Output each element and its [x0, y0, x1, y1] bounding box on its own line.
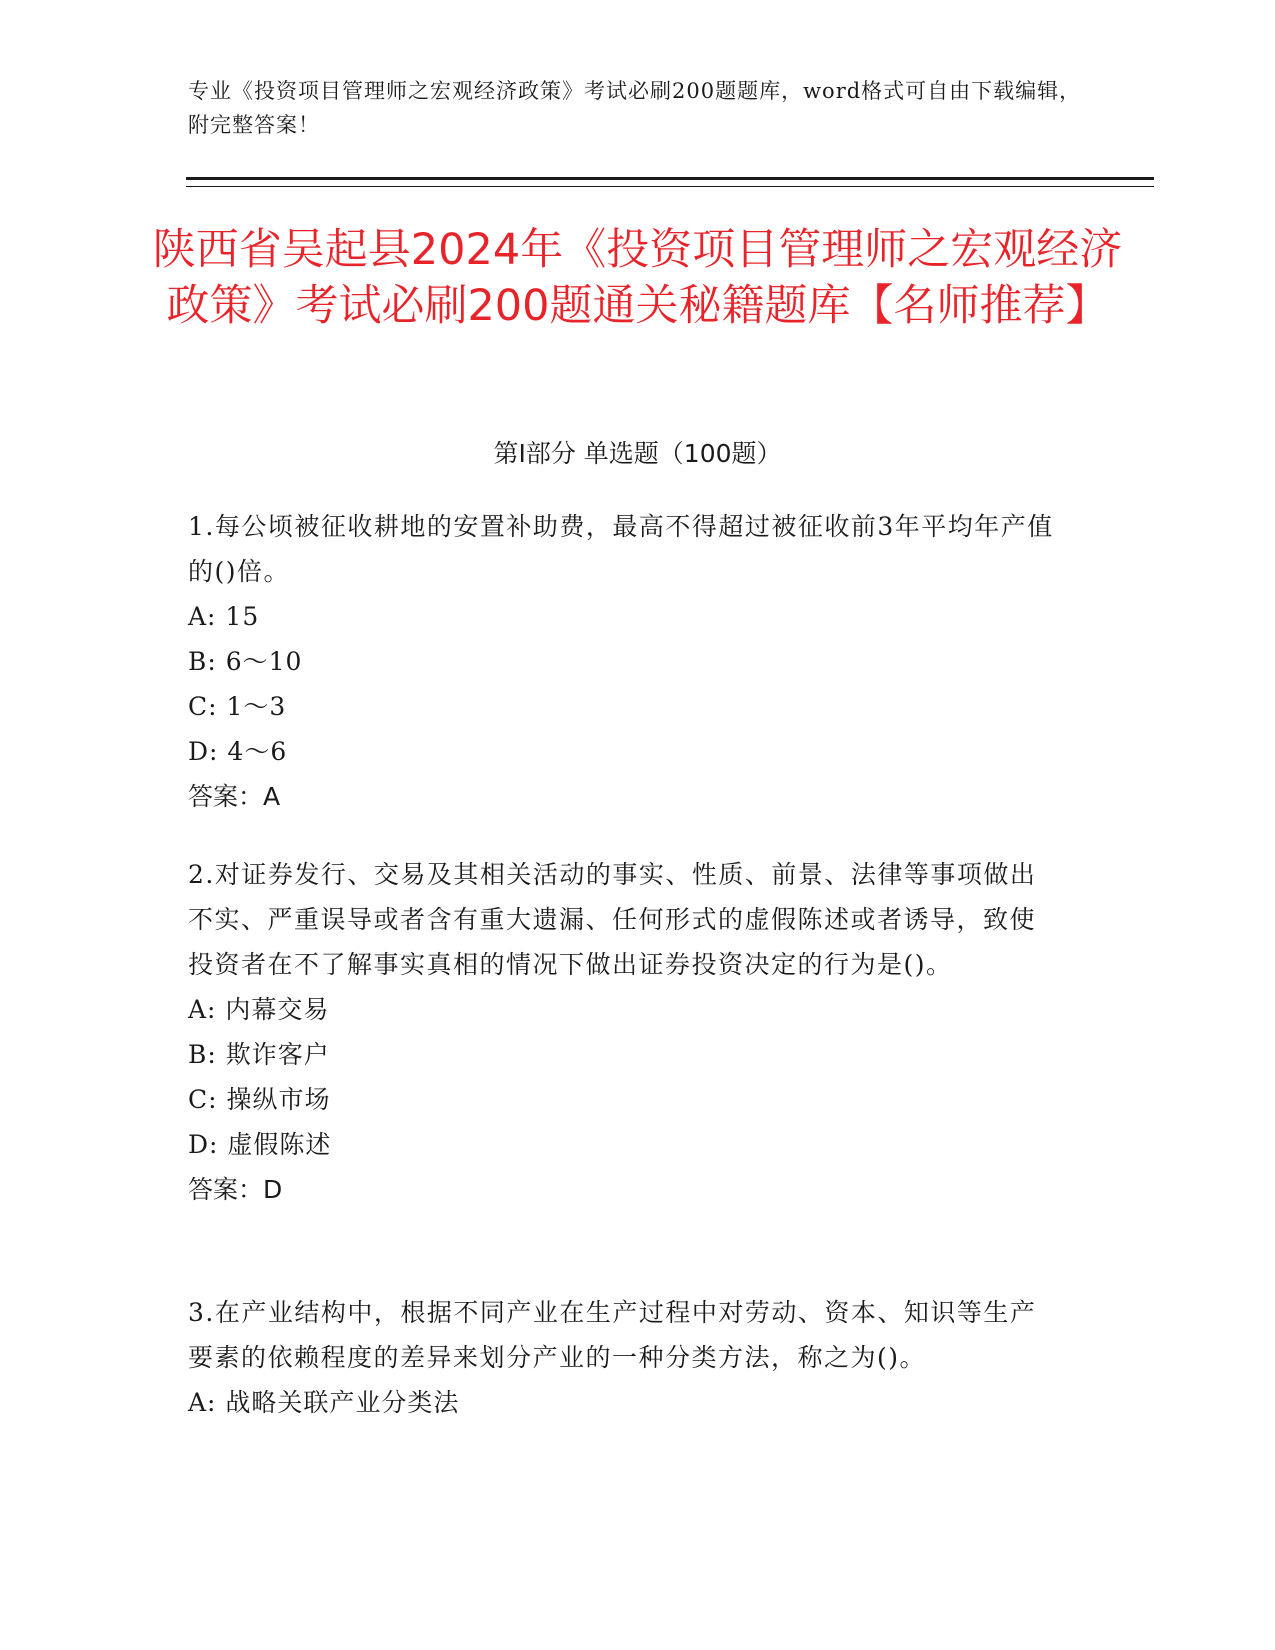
section-heading: 第Ⅰ部分 单选题（100题）	[493, 439, 782, 468]
question-text: 1.每公顷被征收耕地的安置补助费，最高不得超过被征收前3年平均年产值的()倍。	[188, 512, 1054, 586]
option-b: B: 欺诈客户	[188, 1040, 330, 1069]
option-d: D: 4～6	[188, 737, 288, 766]
option-b: B: 6～10	[188, 647, 303, 676]
question-1	[188, 504, 1058, 819]
header-rule-thin	[186, 186, 1154, 187]
option-a: A: 战略关联产业分类法	[188, 1388, 460, 1417]
question-2	[188, 852, 1058, 1212]
option-d: D: 虚假陈述	[188, 1130, 332, 1159]
question-text: 2.对证券发行、交易及其相关活动的事实、性质、前景、法律等事项做出不实、严重误导或者含有重大遗漏、任何形式的虚假陈述或者诱导，致使投资者在不了解事实真相的情况下做出证券投资决定的行为是()。	[188, 860, 1037, 979]
header-note: 专业《投资项目管理师之宏观经济政策》考试必刷200题题库，word格式可自由下载编辑，附完整答案！	[188, 79, 1082, 137]
question-text: 3.在产业结构中，根据不同产业在生产过程中对劳动、资本、知识等生产要素的依赖程度的差异来划分产业的一种分类方法，称之为()。	[188, 1298, 1037, 1372]
answer: 答案：A	[188, 782, 281, 811]
option-a: A: 内幕交易	[188, 995, 330, 1024]
option-a: A: 15	[188, 602, 260, 631]
question-3	[188, 1290, 1058, 1425]
document-title: 陕西省吴起县2024年《投资项目管理师之宏观经济政策》考试必刷200题通关秘籍题库【名师推荐】	[152, 225, 1123, 331]
option-c: C: 操纵市场	[188, 1085, 331, 1114]
header-rule-thick	[186, 177, 1154, 180]
answer: 答案：D	[188, 1175, 283, 1204]
option-c: C: 1～3	[188, 692, 287, 721]
